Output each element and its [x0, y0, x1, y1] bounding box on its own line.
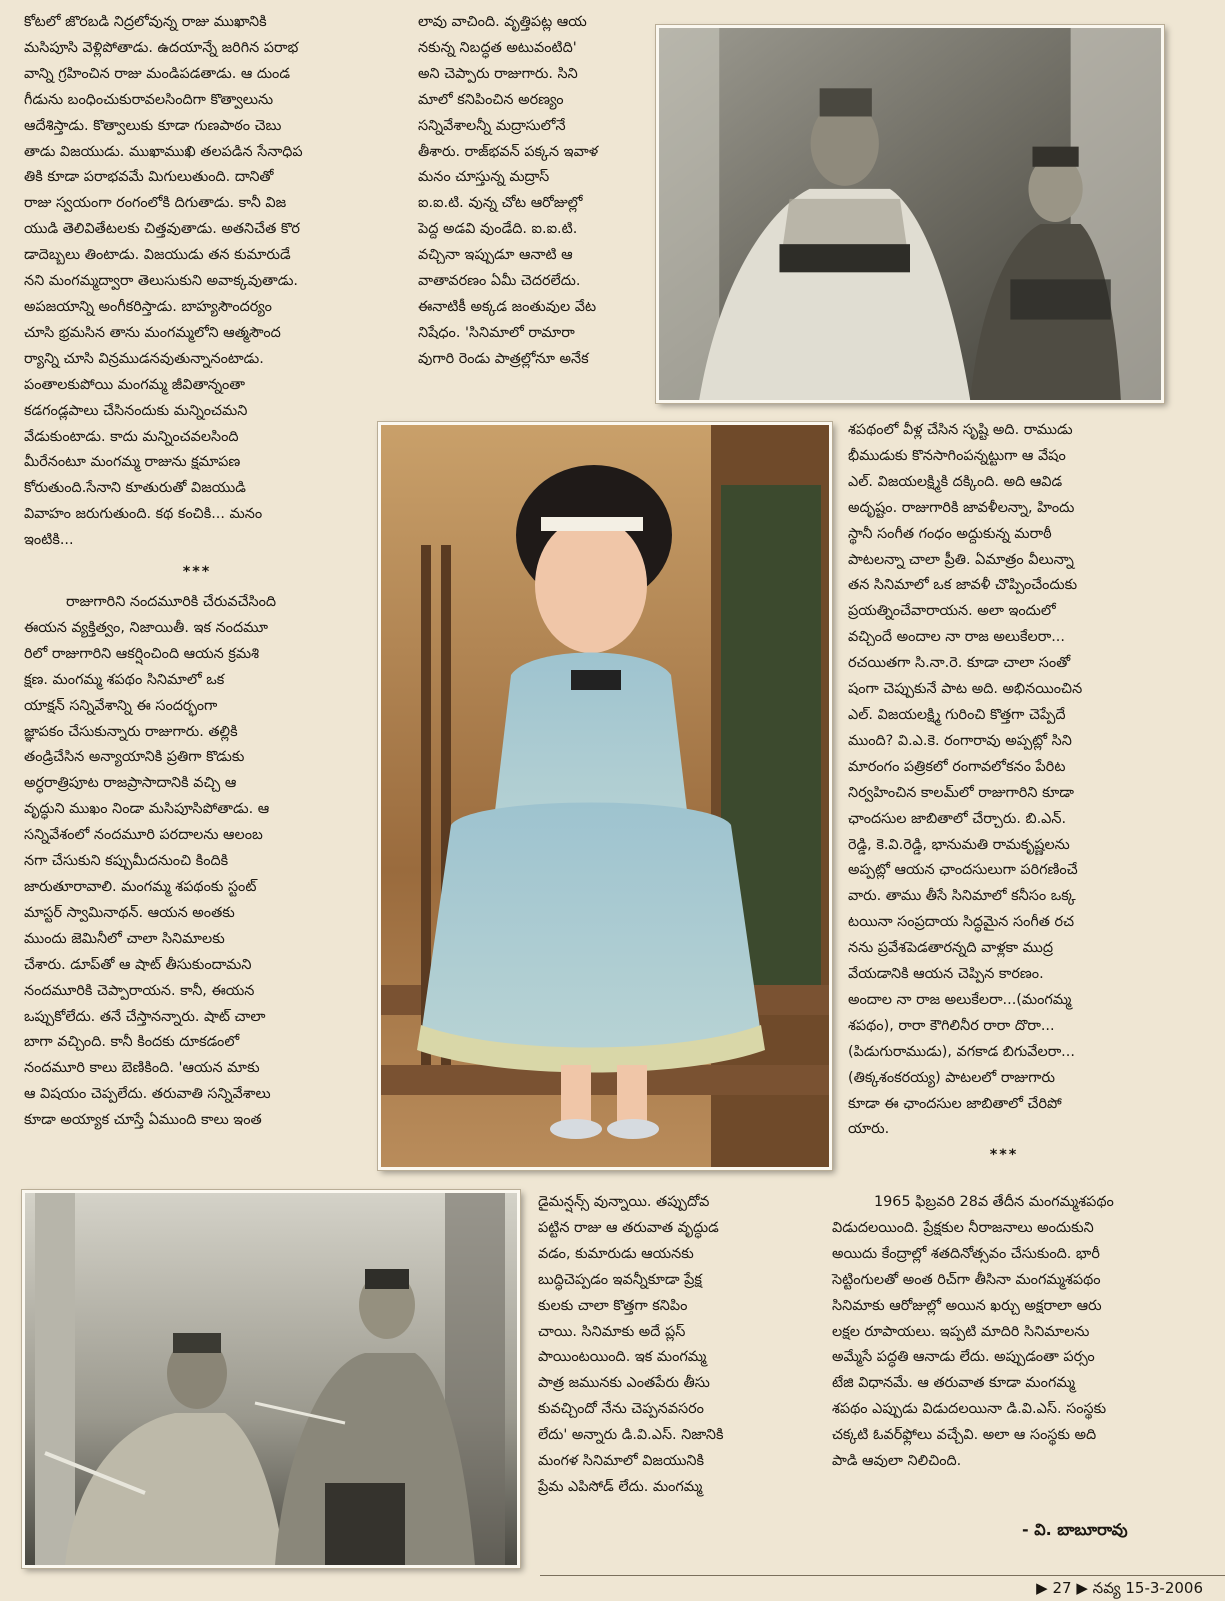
- photo-image: [381, 425, 829, 1167]
- article-paragraph: శపథంలో వీళ్ల చేసిన సృష్టి అది. రాముడు భీముడుకు కొనసాగింపన్నట్టుగా ఆ వేషం ఎల్. విజయలక్ష్మికి దక్కింది. అది ఆవిడ అదృష్టం. రాజుగారికి జావళీలన్నా, హిందు స్థానీ సంగీత గంధం అద్దుకున్న మరాఠీ పాటలన్నా చాలా ప్రీతి. ఏమాత్రం వీలున్నా తన సినిమాలో ఒక జావళీ చొప్పించేందుకు ప్రయత్నించేవారాయన. అలా ఇందులో వచ్చిందే అందాల నా రాజ అలుకేలరా... రచయితగా సి.నా.రె. కూడా చాలా సంతో షంగా చెప్పుకునే పాట అది. అభినయించిన ఎల్. విజయలక్ష్మి గురించి కొత్తగా చెప్పేదే ముంది? వి.ఎ.కె. రంగారావు అప్పట్లో సిని మారంగం పత్రికలో రంగావలోకనం పేరిట నిర్వహించిన కాలమ్‌లో రాజుగారిని కూడా ఛాందసుల జాబితాలో చేర్చారు. బి.ఎన్. రెడ్డి, కె.వి.రెడ్డి, భానుమతి రామకృష్ణలను అప్పట్లో ఆయన ఛాందసులుగా పరిగణించే వారు. తాము తీసే సినిమాలో కనీసం ఒక్క టయినా సంప్రదాయ సిద్ధమైన సంగీత రచ నను ప్రవేశపెడతారన్నది వాళ్లకా ముద్ర వేయడానికి ఆయన చెప్పిన కారణం. అందాల నా రాజ అలుకేలరా...(మంగమ్మ శపథం), రారా కౌగిలినీర రారా దొరా... (పిడుగురాముడు), వగకాడ బిగువేలరా... (తిక్కశంకరయ్య) పాటలలో రాజుగారు కూడా ఈ ఛాందసుల జాబితాలో చేరిపో యారు.: [848, 422, 1083, 1138]
- magazine-name: నవ్య: [1092, 1579, 1121, 1597]
- footer-text: [1036, 1579, 1203, 1601]
- article-paragraph: 1965 ఫిబ్రవరి 28వ తేదీన మంగమ్మశపథం విడుదలయింది. ప్రేక్షకుల నీరాజనాలు అందుకుని అయిదు కేంద్రాల్లో శతదినోత్సవం చేసుకుంది. భారీ సెట్టింగులతో అంత రిచ్‌గా తీసినా మంగమ్మశపథం సినిమాకు ఆరోజుల్లో అయిన ఖర్చు అక్షరాలా ఆరు లక్షల రూపాయలు. ఇప్పటి మాదిరి సినిమాలను అమ్మేసే పద్ధతి ఆనాడు లేదు. అప్పుడంతా పర్సం టేజి విధానమే. ఆ తరువాత కూడా మంగమ్మ శపథం ఎప్పుడు విడుదలయినా డి.వి.ఎస్. సంస్థకు చక్కటి ఓవర్‌ఫ్లోలు వచ్చేవి. అలా ఆ సంస్థకు అది పాడి ఆవులా నిలిచింది.: [832, 1194, 1114, 1470]
- photo-image: [659, 28, 1161, 400]
- article-paragraph: డైమన్షన్స్ వున్నాయి. తప్పుదోవ పట్టిన రాజు ఆ తరువాత వృద్ధుడ వడం, కుమారుడు ఆయనకు బుద్ధిచెప్పడం ఇవన్నీకూడా ప్రేక్ష కులకు చాలా కొత్తగా కనిపిం చాయి. సినిమాకు అదే ప్లస్ పాయింటయింది. ఇక మంగమ్మ పాత్ర జమునకు ఎంతపేరు తీసు కువచ్చిందో నేను చెప్పనవసరం లేదు' అన్నారు డి.వి.ఎస్. నిజానికి మంగళ సినిమాలో విజయునికి ప్రేమ ఎపిసోడ్ లేదు. మంగమ్మ: [538, 1194, 724, 1495]
- footer-bullet-icon: ▶: [1076, 1579, 1088, 1597]
- issue-date: 15-3-2006: [1125, 1579, 1203, 1597]
- column-bottom-middle: [538, 1190, 808, 1501]
- author-byline: - వి. బాబూరావు: [1022, 1520, 1128, 1539]
- photo-still-duel: [22, 1190, 520, 1568]
- column-middle-top: [418, 10, 636, 373]
- footer-bullet-icon: ▶: [1036, 1579, 1048, 1597]
- article-paragraph: రాజుగారిని నందమూరికి చేరువచేసింది ఈయన వ్యక్తిత్వం, నిజాయితీ. ఇక నందమూ రిలో రాజుగారిని ఆకర్షించింది ఆయన క్రమశి క్షణ. మంగమ్మ శపథం సినిమాలో ఒక యాక్షన్ సన్నివేశాన్ని ఈ సందర్భంగా జ్ఞాపకం చేసుకున్నారు రాజుగారు. తల్లికి తండ్రిచేసిన అన్యాయానికి ప్రతిగా కొడుకు అర్ధరాత్రిపూట రాజప్రాసాదానికి వచ్చి ఆ వృద్ధుని ముఖం నిండా మసిపూసిపోతాడు. ఆ సన్నివేశంలో నందమూరి పరదాలను ఆలంబ నగా చేసుకుని కప్పుమీదనుంచి కిందికి జారుతూరావాలి. మంగమ్మ శపథంకు స్టంట్ మాస్టర్ స్వామినాథన్. ఆయన అంతకు ముందు జెమినీలో చాలా సినిమాలకు చేశారు. డూప్‌తో ఆ షాట్ తీసుకుందామని నందమూరికి చెప్పారాయన. కానీ, ఈయన ఒప్పుకోలేదు. తనే చేస్తానన్నారు. షాట్ చాలా బాగా వచ్చింది. కానీ కిందకు దూకడంలో నందమూరి కాలు బెణికింది. 'ఆయన మాకు ఆ విషయం చెప్పలేదు. తరువాతి సన్నివేశాలు కూడా అయ్యాక చూస్తే ఏముంది కాలు ఇంత: [24, 594, 277, 1129]
- photo-still-kings: [656, 25, 1164, 403]
- column-left: [24, 10, 370, 1134]
- article-paragraph: లావు వాచింది. వృత్తిపట్ల ఆయ నకున్న నిబద్ధత అటువంటిది' అని చెప్పారు రాజుగారు. సిని మాలో కనిపించిన అరణ్యం సన్నివేశాలన్నీ మద్రాసులోనే తీశారు. రాజ్‌భవన్ పక్కన ఇవాళ మనం చూస్తున్న మద్రాస్ ఐ.ఐ.టి. వున్న చోట ఆరోజుల్లో పెద్ద అడవి వుండేది. ఐ.ఐ.టి. వచ్చినా ఇప్పుడూ ఆనాటి ఆ వాతావరణం ఏమీ చెదరలేదు. ఈనాటికీ అక్కడ జంతువుల వేట నిషేధం. 'సినిమాలో రామారా వుగారి రెండు పాత్రల్లోనూ అనేక: [418, 14, 599, 367]
- column-bottom-right: [832, 1190, 1162, 1475]
- section-divider: ***: [989, 1147, 1019, 1164]
- page-number: 27: [1052, 1579, 1072, 1597]
- photo-image: [25, 1193, 517, 1565]
- page-footer: [540, 1575, 1225, 1601]
- article-paragraph: కోటలో జొరబడి నిద్రలోవున్న రాజు ముఖానికి మసిపూసి వెళ్లిపోతాడు. ఉదయాన్నే జరిగిన పరాభ వాన్ని గ్రహించిన రాజు మండిపడతాడు. ఆ దుండ గీడును బంధించుకురావలసిందిగా కొత్వాలును ఆదేశిస్తాడు. కొత్వాలుకు కూడా గుణపాఠం చెబు తాడు విజయుడు. ముఖాముఖి తలపడిన సేనాధిప తికి కూడా పరాభవమే మిగులుతుంది. దానితో రాజు స్వయంగా రంగంలోకి దిగుతాడు. కానీ విజ యుడి తెలివితేటలకు చిత్తవుతాడు. అతనిచేత కొర డాదెబ్బలు తింటాడు. విజయుడు తన కుమారుడే నని మంగమ్మద్వారా తెలుసుకుని అవాక్కవుతాడు. అపజయాన్ని అంగీకరిస్తాడు. బాహ్యసౌందర్యం చూసి భ్రమసిన తాను మంగమ్మలోని ఆత్మసౌంద ర్యాన్ని చూసి విన్రముడనవుతున్నానంటాడు. పంతాలకుపోయి మంగమ్మ జీవితాన్నంతా కడగండ్లపాలు చేసినందుకు మన్నించమని వేడుకుంటాడు. కాదు మన్నించవలసింది మీరేనంటూ మంగమ్మ రాజును క్షమాపణ కోరుతుంది.సేనాని కూతురుతో విజయుడి వివాహం జరుగుతుంది. కథ కంచికి... మనం ఇంటికి...: [24, 14, 303, 549]
- photo-still-actress: [378, 422, 832, 1170]
- column-right-middle: [848, 418, 1160, 1167]
- section-divider: ***: [182, 564, 212, 581]
